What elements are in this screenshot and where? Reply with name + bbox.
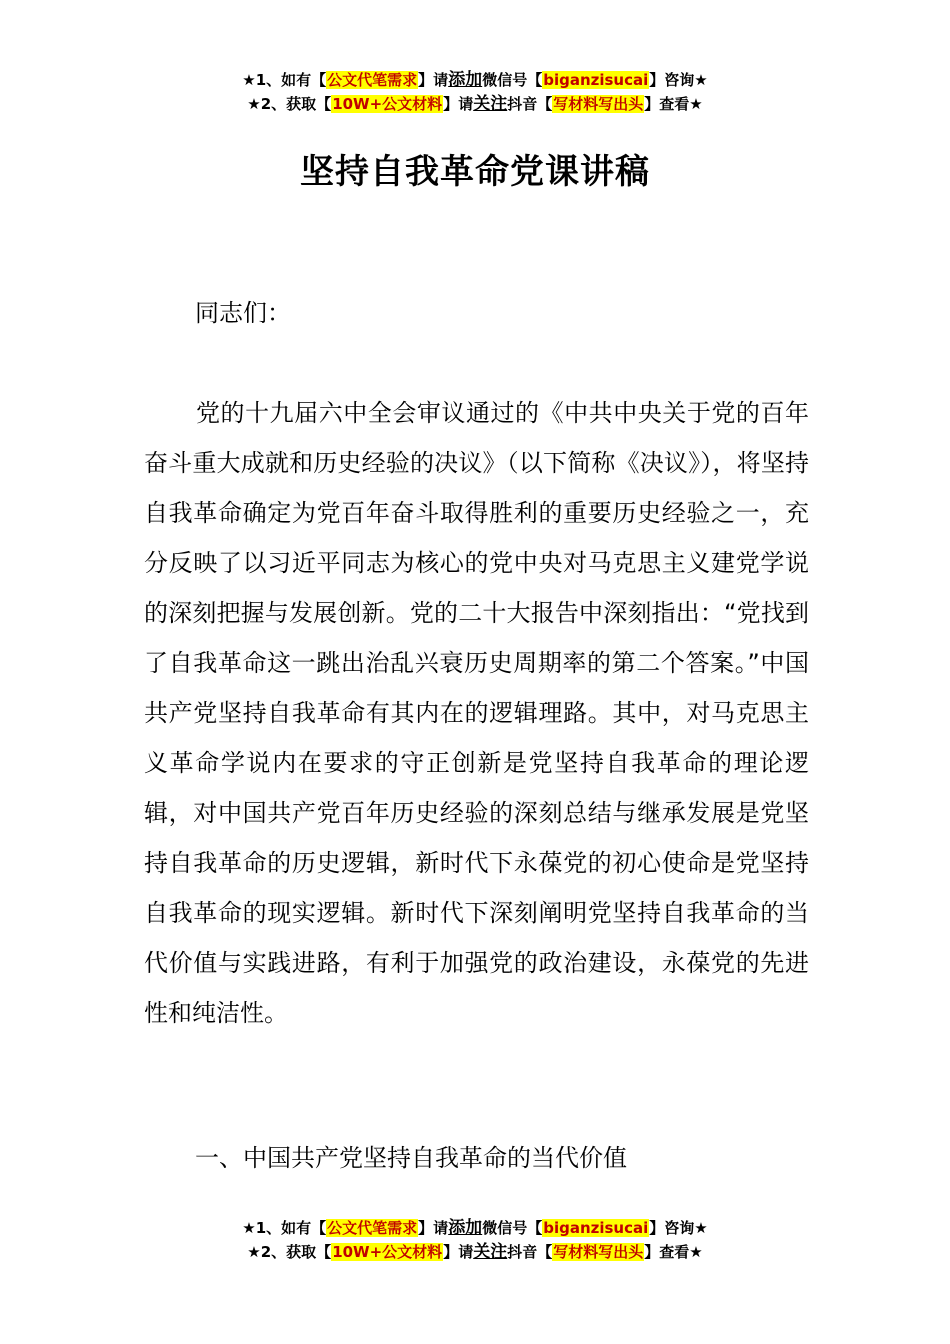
highlight-service: 公文代笔需求: [327, 71, 418, 89]
highlight-wechat-id: biganzisucai: [543, 1219, 649, 1237]
highlight-service: 公文代笔需求: [327, 1219, 418, 1237]
highlight-douyin-id: 写材料写出头: [553, 1243, 644, 1261]
banner-line-2: ★2、获取【10W+公文材料】请关注抖音【写材料写出头】查看★: [247, 94, 703, 114]
highlight-wechat-id: biganzisucai: [543, 71, 649, 89]
highlight-douyin-id: 写材料写出头: [553, 95, 644, 113]
highlight-materials: 10W+公文材料: [332, 95, 443, 113]
banner-line-2: ★2、获取【10W+公文材料】请关注抖音【写材料写出头】查看★: [247, 1242, 703, 1262]
header-banner: [0, 68, 950, 116]
section-heading: 一、中国共产党坚持自我革命的当代价值: [195, 1144, 627, 1172]
highlight-materials: 10W+公文材料: [332, 1243, 443, 1261]
document-title: 坚持自我革命党课讲稿: [300, 152, 650, 192]
footer-banner: [0, 1216, 950, 1264]
body-paragraph: 党的十九届六中全会审议通过的《中共中央关于党的百年奋斗重大成就和历史经验的决议》（以下简称《决议》），将坚持自我革命确定为党百年奋斗取得胜利的重要历史经验之一，充分反映了以习近平同志为核心的党中央对马克思主义建党学说的深刻把握与发展创新。党的二十大报告中深刻指出：“党找到了自我革命这一跳出治乱兴衰历史周期率的第二个答案。”中国共产党坚持自我革命有其内在的逻辑理路。其中，对马克思主义革命学说内在要求的守正创新是党坚持自我革命的理论逻辑，对中国共产党百年历史经验的深刻总结与继承发展是党坚持自我革命的历史逻辑，新时代下永葆党的初心使命是党坚持自我革命的现实逻辑。新时代下深刻阐明党坚持自我革命的当代价值与实践进路，有利于加强党的政治建设，永葆党的先进性和纯洁性。: [144, 399, 809, 1027]
banner-line-1: ★1、如有【公文代笔需求】请添加微信号【biganzisucai】咨询★: [242, 70, 708, 90]
salutation: 同志们：: [195, 299, 291, 327]
banner-line-1: ★1、如有【公文代笔需求】请添加微信号【biganzisucai】咨询★: [242, 1218, 708, 1238]
